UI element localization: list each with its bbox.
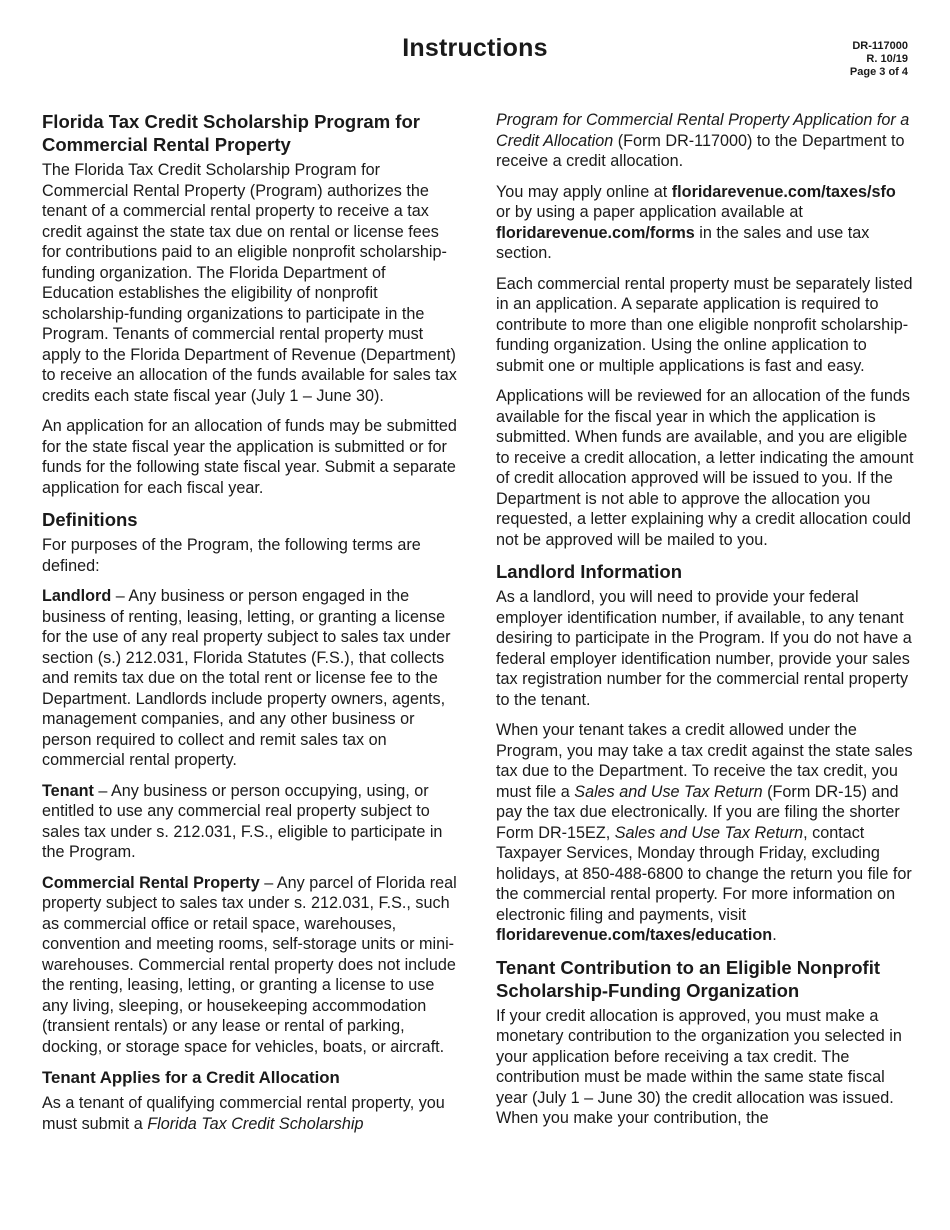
- form-continuation-text: (Form DR-117000) to the Department to receive a credit allocation.: [496, 131, 905, 170]
- credit-text-4: .: [772, 926, 777, 944]
- credit-italic-2: Sales and Use Tax Return: [614, 823, 804, 842]
- landlord-definition-text: – Any business or person engaged in the business of renting, leasing, letting, or granting a license for the use of any real property subject to sales tax under section (s.) 212.031, Florida Statutes (F.S.), that collects and remits tax due on the total rent or license fee to the Department. Landlords include property owners, agents, management companies, and any other business or person required to collect and remit sales tax on commercial rental property.: [42, 587, 451, 769]
- crp-definition-text: – Any parcel of Florida real property subject to sales tax under s. 212.031, F.S., such as commercial office or retail space, warehouses, convention and meeting rooms, self-storage units or mini-warehouses. Commercial rental property does not include the renting, leasing, letting, or granting a license to use any living, sleeping, or housekeeping accommodation (transient rentals) or any lease or rental of parking, docking, or storage space for vehicles, boats, or aircraft.: [42, 873, 457, 1056]
- credit-italic-1: Sales and Use Tax Return: [574, 782, 763, 801]
- sfo-link[interactable]: floridarevenue.com/taxes/sfo: [671, 182, 896, 201]
- tenant-term: Tenant: [42, 781, 94, 800]
- credit-text-2: (Form DR-15) and pay the tax due electronically. If you are filing the shorter Form DR-15EZ,: [496, 782, 900, 842]
- review-paragraph: Applications will be reviewed for an allocation of the funds available for the fiscal year in which the application is submitted. When funds are available, and you are eligible to receive a credit allocation, a letter indicating the amount of credit allocation approved will be issued to you. If the Department is not able to approve the allocation you requested, a letter explaining why a credit allocation could not be approved will be mailed to you.: [496, 387, 914, 549]
- landlord-credit-paragraph: [496, 720, 914, 946]
- forms-link[interactable]: floridarevenue.com/forms: [496, 223, 695, 242]
- apply-online-text-1: You may apply online at: [496, 182, 672, 201]
- credit-text-3: , contact Taxpayer Services, Monday through Friday, excluding holidays, at 850-488-6800 to change the return you file for the commercial rental property. For more information on electronic filing and payments, visit: [496, 823, 912, 924]
- each-property-paragraph: Each commercial rental property must be separately listed in an application. A separate application is required to contribute to more than one eligible nonprofit scholarship-funding organization. Using the online application to submit one or multiple applications is fast and easy.: [496, 274, 913, 375]
- landlord-info-heading: Landlord Information: [496, 561, 683, 582]
- tenant-applies-text: As a tenant of qualifying commercial rental property, you must submit a: [42, 1094, 445, 1133]
- contribution-paragraph: If your credit allocation is approved, you must make a monetary contribution to the organization you selected in your application before receiving a tax credit. The contribution must be made within the same state fiscal year (July 1 – June 30) the credit allocation was issued. When you make your contribution, the: [496, 1006, 902, 1127]
- crp-definition: [42, 873, 460, 1058]
- tenant-definition-text: – Any business or person occupying, using, or entitled to use any commercial real property subject to sales tax under s. 212.031, F.S., eligible to participate in the Program.: [42, 781, 443, 861]
- form-number: DR-117000: [852, 40, 908, 52]
- tenant-applies-paragraph: [42, 1093, 460, 1134]
- apply-online-paragraph: [496, 182, 914, 264]
- education-link[interactable]: floridarevenue.com/taxes/education: [496, 926, 773, 944]
- apply-online-text-2: or by using a paper application available at: [496, 203, 803, 221]
- apply-online-text-3: in the sales and use tax section.: [496, 223, 870, 262]
- landlord-term: Landlord: [42, 587, 112, 605]
- contribution-heading: Tenant Contribution to an Eligible Nonprofit Scholarship-Funding Organization: [496, 956, 880, 1001]
- program-intro: The Florida Tax Credit Scholarship Program for Commercial Rental Property (Program) authorizes the tenant of a commercial rental property to receive a tax credit against the state tax due on rental or license fees for contributions paid to an eligible nonprofit scholarship-funding organization. The Florida Department of Education establishes the eligibility of nonprofit scholarship-funding organizations to participate in the Program. Tenants of commercial rental property must apply to the Florida Department of Revenue (Department) to receive an allocation of the funds available for sales tax credits each state fiscal year (July 1 – June 30).: [42, 161, 457, 405]
- page-number: Page 3 of 4: [849, 66, 908, 78]
- program-heading: Florida Tax Credit Scholarship Program for Commercial Rental Property: [42, 111, 420, 155]
- form-revision: R. 10/19: [866, 53, 908, 65]
- form-continuation: [496, 110, 914, 172]
- application-paragraph: An application for an allocation of funds may be submitted for the state fiscal year the application is submitted or for funds for the following state fiscal year. Submit a separate application for each fiscal year.: [42, 417, 457, 497]
- page-title: Instructions: [402, 34, 548, 62]
- landlord-info-paragraph: As a landlord, you will need to provide your federal employer identification number, if available, to any tenant desiring to participate in the Program. If you do not have a federal employer identification number, provide your sales tax registration number for the commercial rental property to the tenant.: [496, 588, 912, 709]
- landlord-definition: [42, 586, 460, 771]
- tenant-definition: [42, 781, 460, 863]
- crp-term: Commercial Rental Property: [42, 873, 260, 892]
- left-column: [42, 110, 460, 1144]
- tenant-applies-heading: Tenant Applies for a Credit Allocation: [42, 1068, 340, 1087]
- definitions-intro: For purposes of the Program, the following terms are defined:: [42, 536, 421, 575]
- tenant-applies-form-title: Florida Tax Credit Scholarship: [147, 1114, 364, 1133]
- form-title-italic: Program for Commercial Rental Property Application for a Credit Allocation: [496, 111, 910, 150]
- right-column: [496, 110, 914, 1139]
- credit-text-1: When your tenant takes a credit allowed under the Program, you may take a tax credit against the state sales tax due to the Department. To receive the tax credit, you must file a: [496, 721, 913, 801]
- definitions-heading: Definitions: [42, 509, 138, 530]
- form-number-block: [850, 40, 908, 79]
